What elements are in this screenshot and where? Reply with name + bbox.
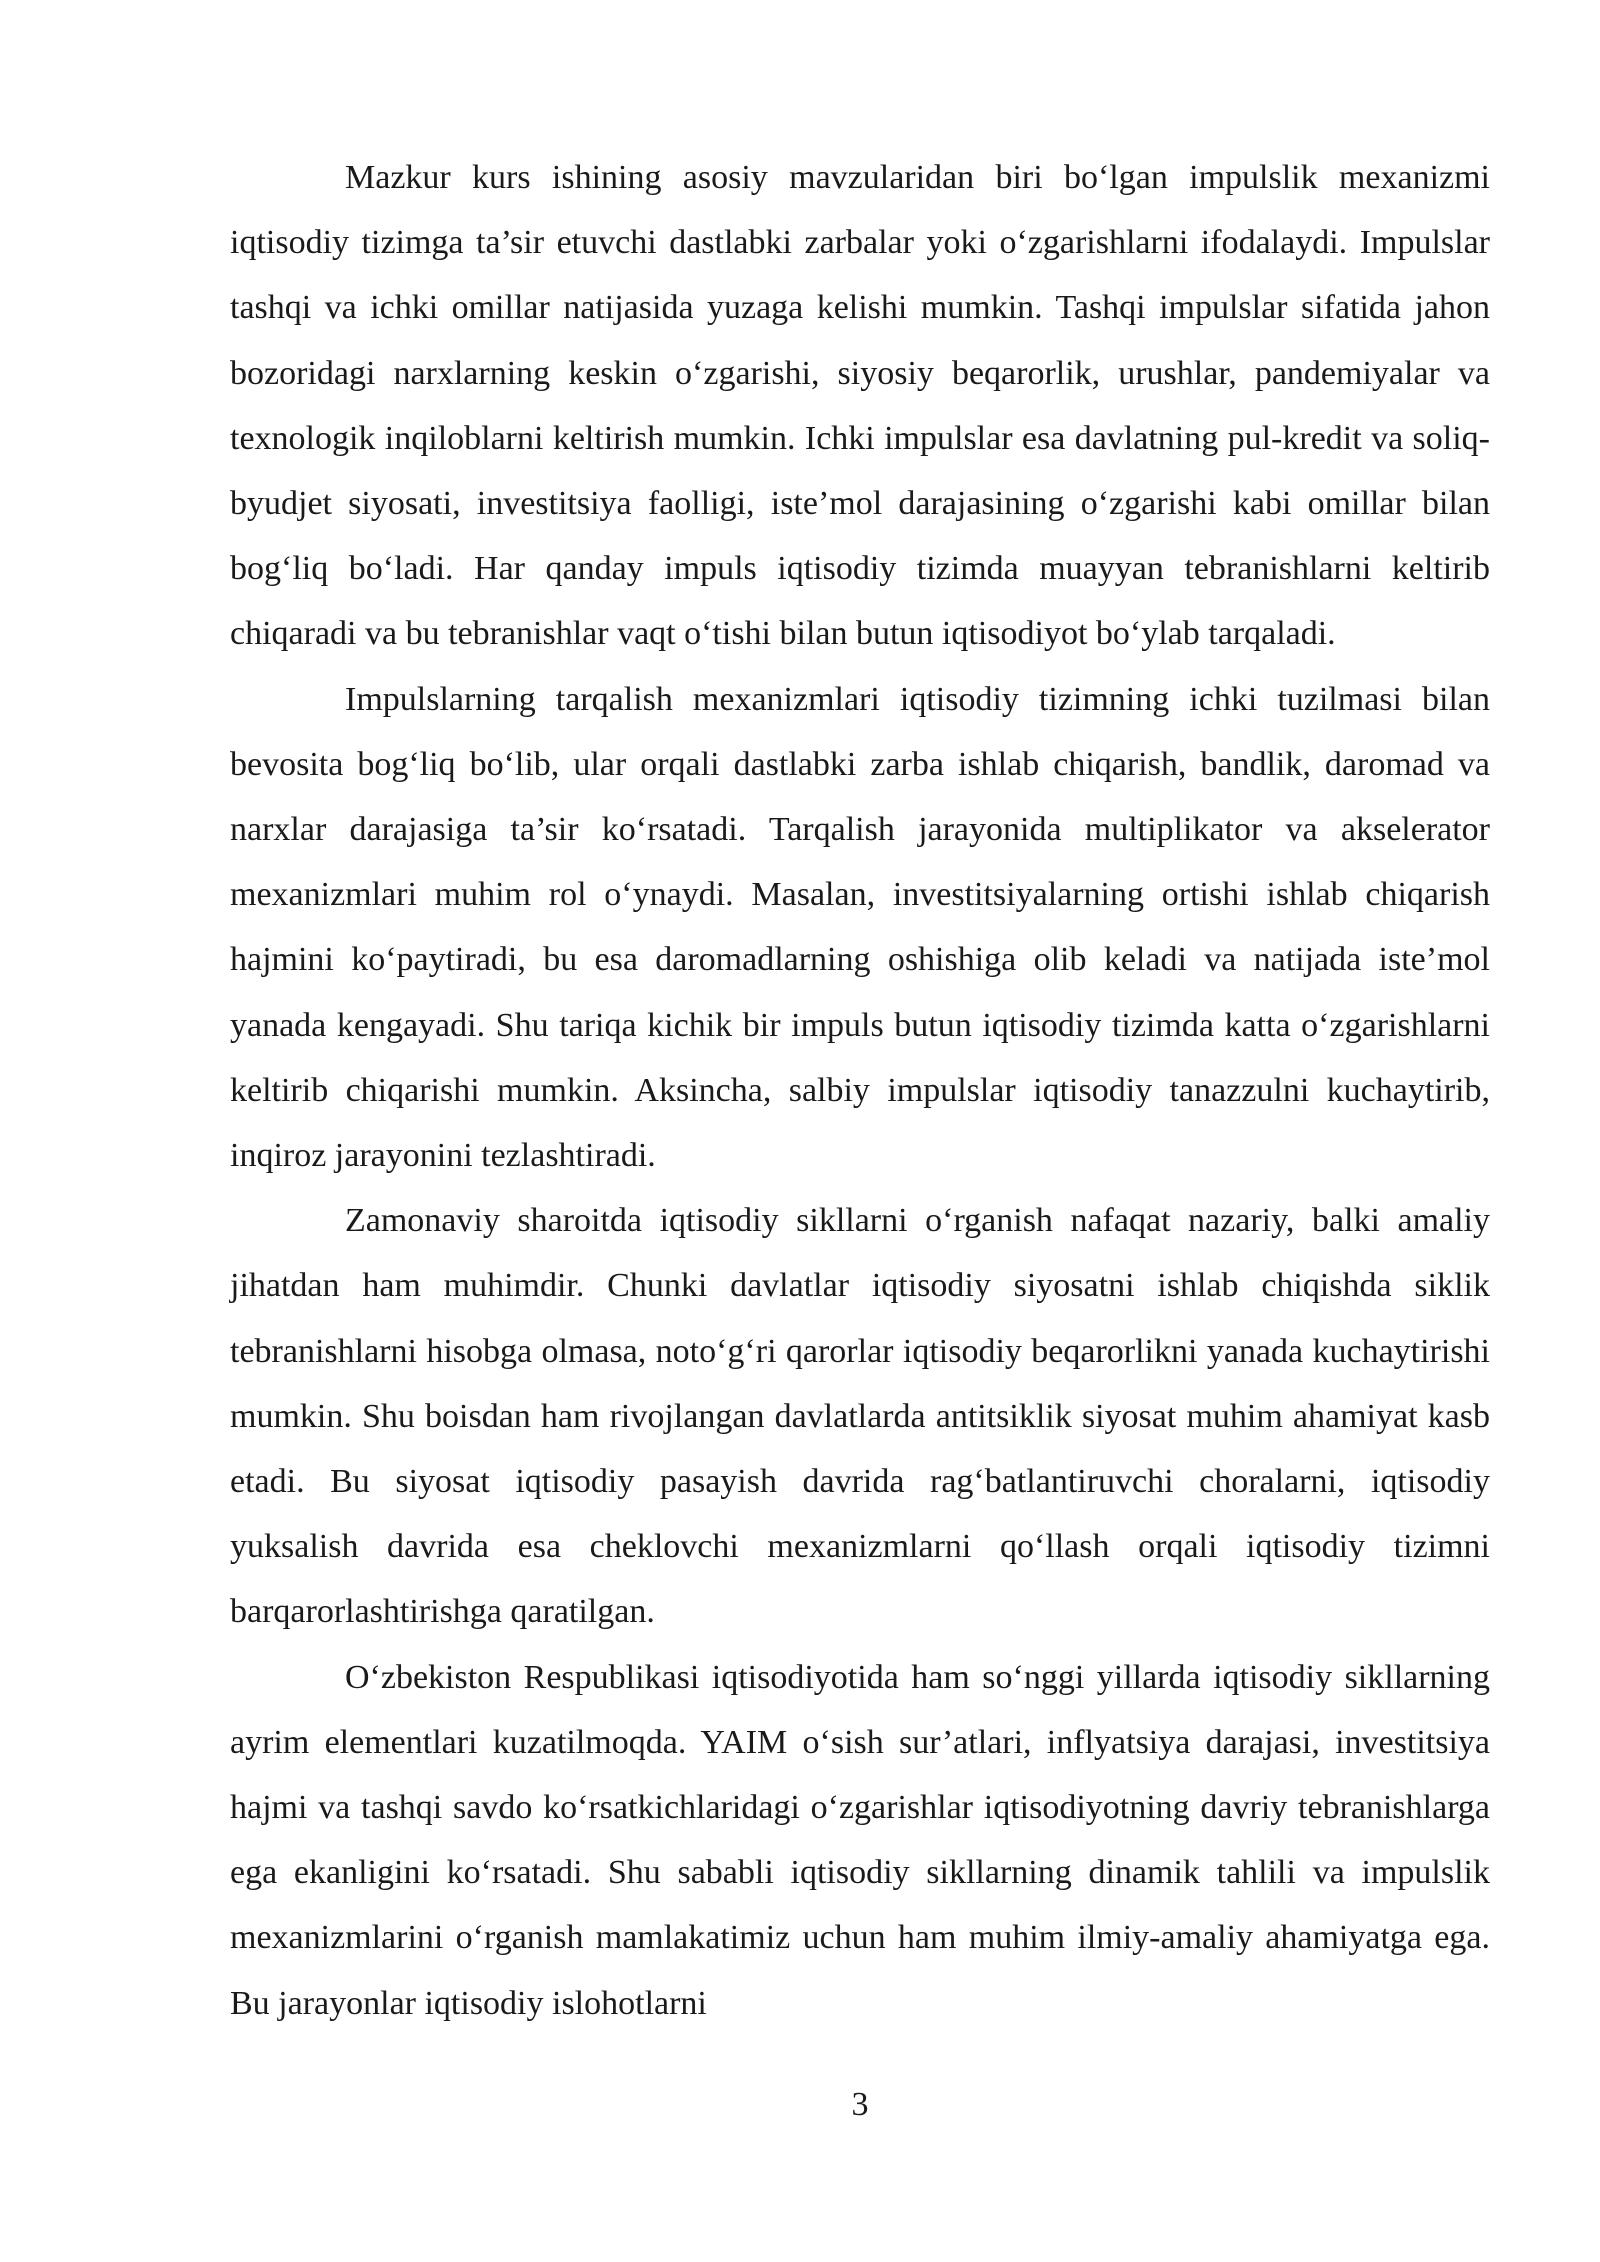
paragraph-modern-conditions: Zamonaviy sharoitda iqtisodiy sikllarni o‘rganish nafaqat nazariy, balki amaliy jihatdan ham muhimdir. Chunki davlatlar iqtisodiy siyosatni ishlab chiqishda siklik tebranishlarni hisobga olmasa, noto‘g‘ri qarorlar iqtisodiy beqarorlikni yanada kuchaytirishi mumkin. Shu boisdan ham rivojlangan davlatlarda antitsiklik siyosat muhim ahamiyat kasb etadi. Bu siyosat iqtisodiy pasayish davrida rag‘batlantiruvchi choralarni, iqtisodiy yuksalish davrida esa cheklovchi mexanizmlarni qo‘llash orqali iqtisodiy tizimni barqarorlashtirishga qaratilgan. (230, 1202, 1490, 1631)
page-number: 3 (851, 2086, 869, 2123)
body-text (230, 145, 1490, 2036)
paragraph-uzbekistan-economy: O‘zbekiston Respublikasi iqtisodiyotida ham so‘nggi yillarda iqtisodiy sikllarning ayrim elementlari kuzatilmoqda. YAIM o‘sish sur’atlari, inflyatsiya darajasi, investitsiya hajmi va tashqi savdo ko‘rsatkichlaridagi o‘zgarishlar iqtisodiyotning davriy tebranishlarga ega ekanligini ko‘rsatadi. Shu sababli iqtisodiy sikllarning dinamik tahlili va impulslik mexanizmlarini o‘rganish mamlakatimiz uchun ham muhim ilmiy-amaliy ahamiyatga ega. Bu jarayonlar iqtisodiy islohotlarni (230, 1658, 1490, 2022)
paragraph-propagation-mechanisms: Impulslarning tarqalish mexanizmlari iqtisodiy tizimning ichki tuzilmasi bilan bevosita bog‘liq bo‘lib, ular orqali dastlabki zarba ishlab chiqarish, bandlik, daromad va narxlar darajasiga ta’sir ko‘rsatadi. Tarqalish jarayonida multiplikator va akselerator mexanizmlari muhim rol o‘ynaydi. Masalan, investitsiyalarning ortishi ishlab chiqarish hajmini ko‘paytiradi, bu esa daromadlarning oshishiga olib keladi va natijada iste’mol yanada kengayadi. Shu tariqa kichik bir impuls butun iqtisodiy tizimda katta o‘zgarishlarni keltirib chiqarishi mumkin. Aksincha, salbiy impulslar iqtisodiy tanazzulni kuchaytirib, inqiroz jarayonini tezlashtiradi. (230, 680, 1490, 1175)
paragraph-impulse-mechanism: Mazkur kurs ishining asosiy mavzularidan biri bo‘lgan impulslik mexanizmi iqtisodiy tizimga ta’sir etuvchi dastlabki zarbalar yoki o‘zgarishlarni ifodalaydi. Impulslar tashqi va ichki omillar natijasida yuzaga kelishi mumkin. Tashqi impulslar sifatida jahon bozoridagi narxlarning keskin o‘zgarishi, siyosiy beqarorlik, urushlar, pandemiyalar va texnologik inqiloblarni keltirish mumkin. Ichki impulslar esa davlatning pul-kredit va soliq-byudjet siyosati, investitsiya faolligi, iste’mol darajasining o‘zgarishi kabi omillar bilan bog‘liq bo‘ladi. Har qanday impuls iqtisodiy tizimda muayyan tebranishlarni keltirib chiqaradi va bu tebranishlar vaqt o‘tishi bilan butun iqtisodiyot bo‘ylab tarqaladi. (230, 159, 1490, 653)
